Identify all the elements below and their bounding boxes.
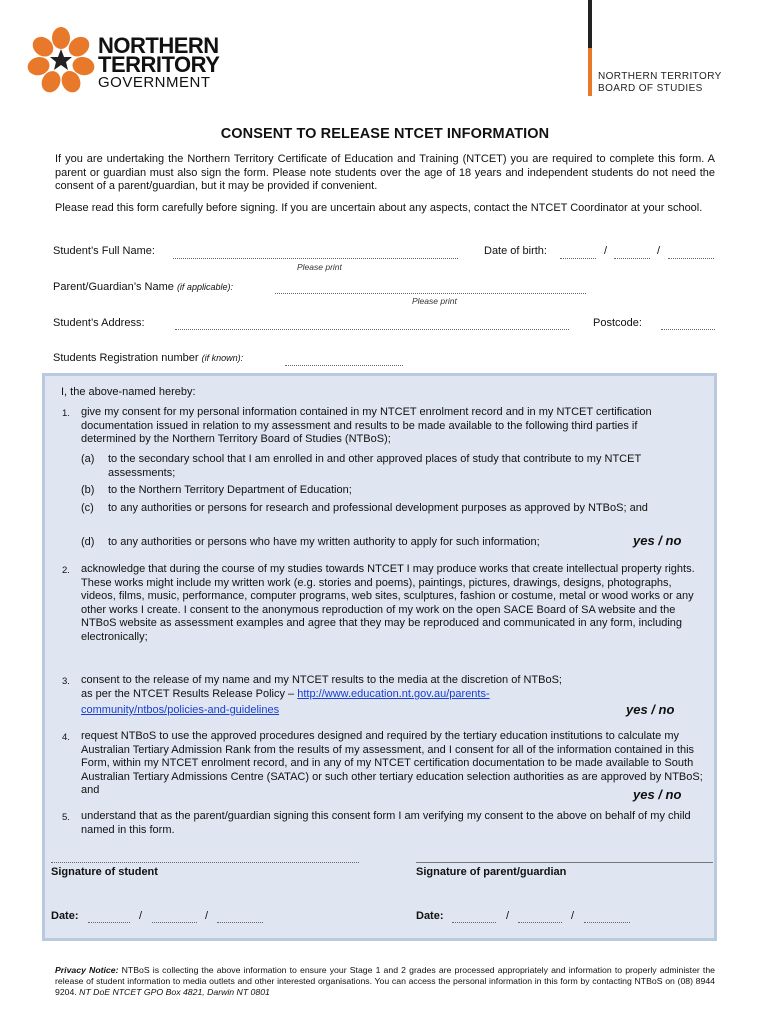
dob-month-field[interactable] (614, 258, 650, 259)
please-print-note: Please print (412, 296, 457, 306)
dob-slash: / (604, 245, 608, 257)
reg-number-text: Students Registration number (53, 352, 199, 364)
address-label: Student’s Address: (53, 317, 145, 329)
date-slash: / (506, 910, 510, 922)
page-title: CONSENT TO RELEASE NTCET INFORMATION (220, 126, 550, 142)
reg-number-field[interactable] (285, 365, 403, 366)
student-signature-label: Signature of student (51, 866, 158, 878)
intro-paragraph-1: If you are undertaking the Northern Territory Certificate of Education and Training (NTCET) you are required to complete this form. A parent or guardian must also sign the form. Please note students over the age of 18 years and independent students do not need the consent of a parent/guardian, but it may be provided if convenient. (55, 153, 715, 193)
privacy-label: Privacy Notice: (55, 965, 119, 975)
student-date-label: Date: (51, 910, 79, 922)
parent-date-year[interactable] (584, 922, 630, 923)
nt-government-logo (26, 26, 226, 98)
privacy-address: NT DoE NTCET GPO Box 4821, Darwin NT 0801 (79, 987, 270, 997)
parent-name-text: Parent/Guardian’s Name (53, 281, 174, 293)
consent-item-3-line-2 (81, 688, 701, 702)
address-field[interactable] (175, 329, 569, 330)
student-date-month[interactable] (152, 922, 197, 923)
sub-item-label: (d) (81, 536, 95, 548)
item-number: 1. (62, 408, 70, 419)
parent-date-label: Date: (416, 910, 444, 922)
sub-item-d: to any authorities or persons who have my written authority to apply for such information; (108, 536, 540, 548)
date-slash: / (205, 910, 209, 922)
policy-link[interactable]: http://www.education.nt.gov.au/parents- (297, 688, 490, 700)
sub-item-b: to the Northern Territory Department of Education; (108, 484, 352, 496)
privacy-notice (55, 965, 715, 998)
student-signature-field[interactable] (51, 862, 359, 863)
sub-item-label: (a) (81, 453, 95, 465)
consent-item-1: give my consent for my personal information contained in my NTCET enrolment record and in my NTCET certification documentation issued in relation to my assessment and results to be made available to the following third parties if determined by the Northern Territory Board of Studies (NTBoS); (81, 406, 652, 446)
intro-paragraph-2: Please read this form carefully before signing. If you are uncertain about any aspects, contact the NTCET Coordinator at your school. (55, 202, 703, 214)
item-number: 2. (62, 565, 70, 576)
student-name-field[interactable] (173, 258, 458, 259)
student-name-label: Student’s Full Name: (53, 245, 155, 257)
please-print-note: Please print (297, 262, 342, 272)
date-slash: / (571, 910, 575, 922)
date-slash: / (139, 910, 143, 922)
logo-line-territory: TERRITORY (98, 52, 220, 77)
student-date-day[interactable] (88, 922, 130, 923)
reg-number-label (53, 352, 243, 364)
item-number: 3. (62, 676, 70, 687)
consent-item-3-line-1: consent to the release of my name and my NTCET results to the media at the discretion of NTBoS; (81, 674, 562, 686)
parent-signature-label: Signature of parent/guardian (416, 866, 567, 878)
yes-no-option-4[interactable]: yes / no (633, 787, 682, 802)
policy-prefix: as per the NTCET Results Release Policy – (81, 688, 295, 700)
postcode-field[interactable] (661, 329, 715, 330)
logo-line-government: GOVERNMENT (98, 74, 211, 91)
logo-line-northern: NORTHERN (98, 33, 219, 58)
consent-item-2: acknowledge that during the course of my studies towards NTCET I may produce works that create intellectual property rights. These works might include my written work (e.g. stories and poems), paintings, pictures, drawings, designs, photographs, videos, films, music, performance, computer programs, web sites, sculptures, fashion or costume, metal or wood works or any other works I create. I consent to the anonymous reproduction of my work on the open SACE Board of SA website and the NTBoS website as assessment examples and agree that they may be reproduced and communicated in any form, including electronically; (81, 563, 695, 643)
parent-name-field[interactable] (275, 293, 586, 294)
dob-day-field[interactable] (560, 258, 596, 259)
sub-item-label: (c) (81, 502, 94, 514)
dob-year-field[interactable] (668, 258, 714, 259)
board-line-1: NORTHERN TERRITORY (598, 71, 722, 82)
dob-label: Date of birth: (484, 245, 547, 257)
reg-number-note: (if known): (201, 353, 244, 363)
dob-slash: / (657, 245, 661, 257)
consent-lead: I, the above-named hereby: (61, 386, 196, 398)
sub-item-a: to the secondary school that I am enrolled in and other approved places of study that contribute to my NTCET assessments; (108, 453, 641, 479)
sub-item-c: to any authorities or persons for research and professional development purposes as approved by NTBoS; and (108, 502, 648, 514)
privacy-text: NTBoS is collecting the above information to ensure your Stage 1 and 2 grades are processed appropriately and information to properly administer the release of student information to media outlets and other interested organisations. You can access the personal information in this form by contacting NTBoS on (08) 8944 9204. (55, 965, 716, 997)
desert-rose-icon (26, 26, 96, 96)
item-number: 4. (62, 732, 70, 743)
consent-item-4: request NTBoS to use the approved procedures designed and required by the tertiary education institutions to calculate my Australian Tertiary Admission Rank from the results of my assessment, and I consent for all of the information contained in this Form, within my NTCET enrolment record, and in any of my NTCET certification documentation to be made available to South Australian Tertiary Admissions Centre (SATAC) or such other tertiary education selection authorities as are approved by NTBoS; and (81, 730, 703, 797)
consent-item-5: understand that as the parent/guardian signing this consent form I am verifying my consent to the above on behalf of my child named in this form. (81, 810, 691, 836)
parent-date-day[interactable] (452, 922, 496, 923)
parent-name-label (53, 281, 233, 293)
student-date-year[interactable] (217, 922, 263, 923)
header-divider-dark (588, 0, 592, 48)
parent-date-month[interactable] (518, 922, 562, 923)
parent-signature-field[interactable] (416, 862, 713, 863)
sub-item-label: (b) (81, 484, 95, 496)
yes-no-option-1[interactable]: yes / no (633, 533, 682, 548)
header-divider-orange (588, 48, 592, 96)
policy-link-continued[interactable]: community/ntbos/policies-and-guidelines (81, 704, 280, 716)
parent-name-note: (if applicable): (176, 282, 233, 292)
yes-no-option-3[interactable]: yes / no (626, 702, 675, 717)
item-number: 5. (62, 812, 70, 823)
postcode-label: Postcode: (593, 317, 642, 329)
board-line-2: BOARD OF STUDIES (598, 83, 703, 94)
